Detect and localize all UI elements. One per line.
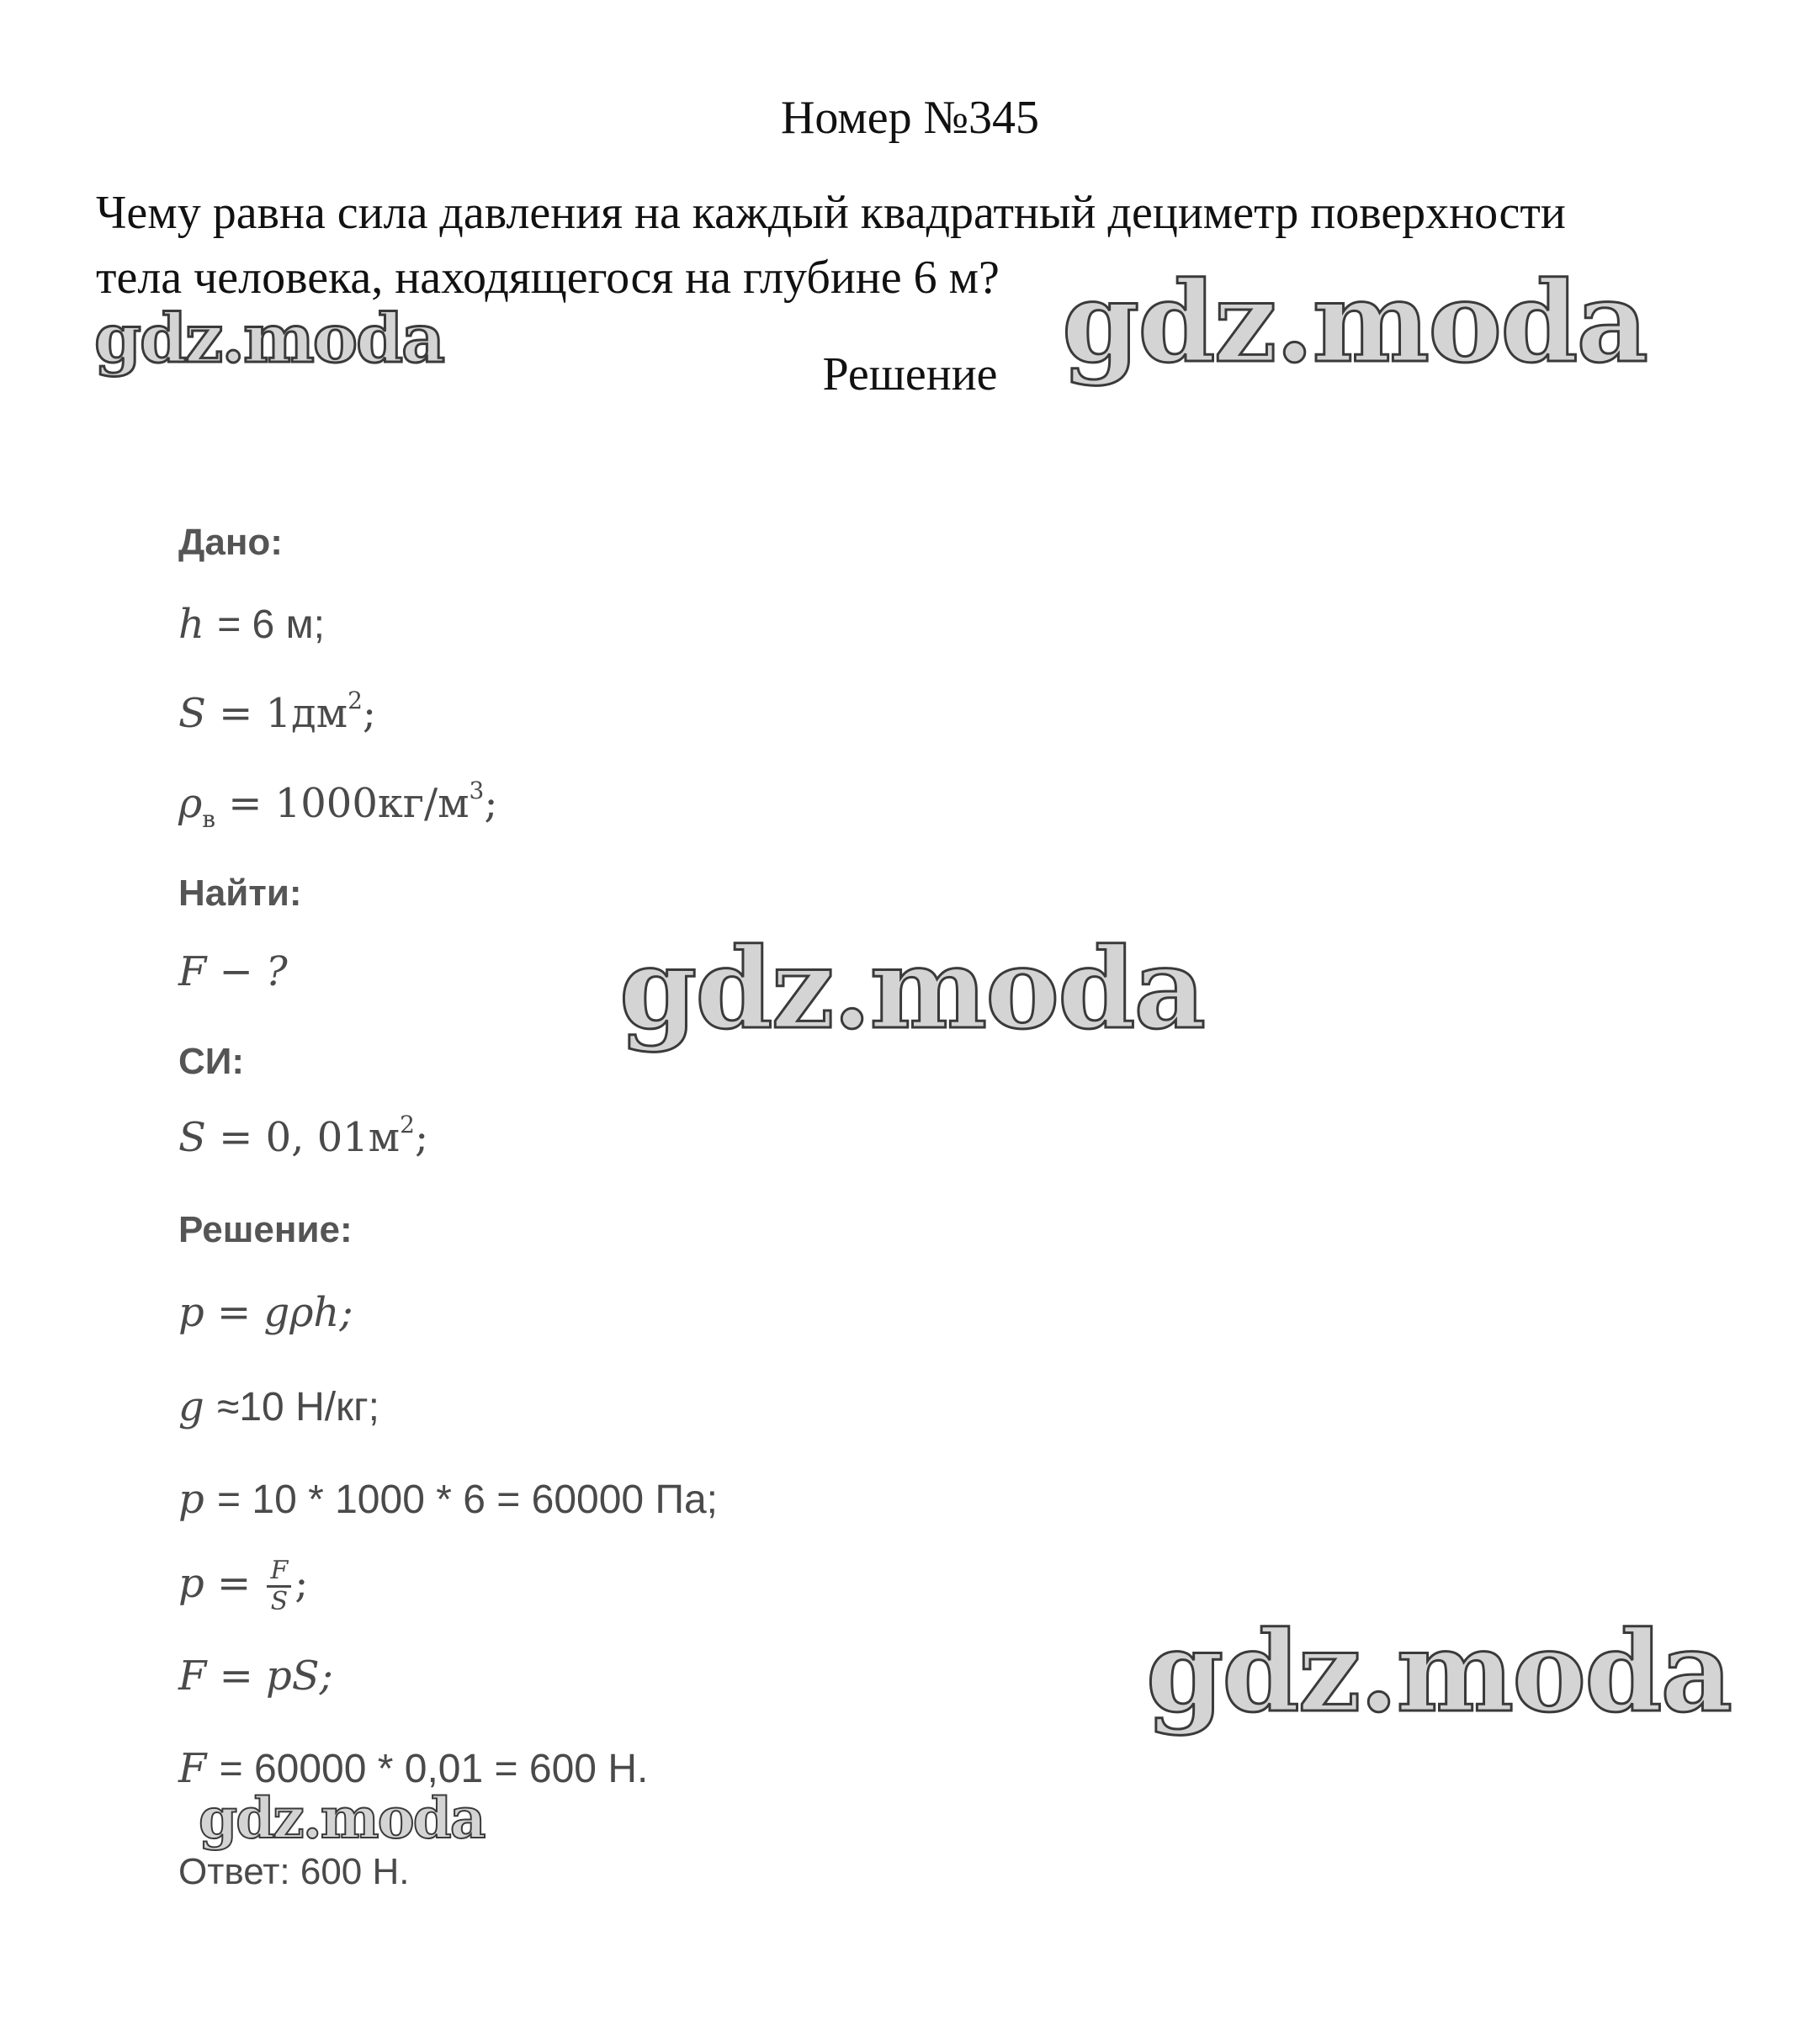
- force-formula: [178, 1651, 333, 1701]
- given-area-exponent: 2: [348, 687, 363, 714]
- density-subscript: в: [202, 805, 215, 833]
- var-s: S: [178, 690, 206, 737]
- given-area-value: = 1дм: [219, 690, 348, 737]
- find-force: F − ?: [178, 948, 288, 995]
- watermark-logo: gdz.moda: [1062, 257, 1648, 388]
- gravity-value-text: ≈10 Н/кг;: [217, 1385, 379, 1430]
- watermark-logo: gdz.moda: [619, 924, 1205, 1054]
- var-h: h: [178, 601, 204, 648]
- problem-line-1: Чему равна сила давления на каждый квадратный дециметр поверхности: [96, 187, 1566, 239]
- pressure-formula-text: p = gρh;: [178, 1289, 353, 1336]
- si-area: S = 0, $01м^2$;: [178, 1111, 429, 1161]
- solution-label: Решение:: [178, 1209, 353, 1250]
- si-label: СИ:: [178, 1041, 245, 1082]
- force-formula-text: F = pS;: [178, 1652, 333, 1700]
- si-area-value: = 0, 01м: [219, 1114, 401, 1161]
- gravity-value: [178, 1382, 379, 1433]
- si-area-exponent: 2: [400, 1111, 415, 1138]
- pressure-calc-text: = 10 * 1000 * 6 = 60000 Па;: [217, 1477, 718, 1522]
- var-g: g: [178, 1383, 204, 1430]
- answer: Ответ: 600 Н.: [178, 1851, 410, 1892]
- given-label: Дано:: [178, 522, 283, 563]
- given-density: $\rho_в = 1000кг/м^3$;: [178, 777, 498, 833]
- fraction-numerator: F: [267, 1557, 291, 1588]
- fraction-denominator: S: [270, 1587, 289, 1616]
- page-title: Номер №345: [780, 92, 1040, 144]
- watermark-logo: gdz.moda: [1146, 1607, 1732, 1737]
- pressure-calc: [178, 1474, 718, 1525]
- var-f: F: [178, 1745, 207, 1792]
- force-calc-text: = 60000 * 0,01 = 600 Н.: [219, 1747, 649, 1791]
- var-p: p: [178, 1476, 204, 1523]
- watermark-logo: gdz.moda: [94, 299, 443, 378]
- solution-heading: Решение: [822, 348, 998, 400]
- given-density-value: = 1000кг/м: [228, 780, 470, 827]
- var-s: S: [178, 1114, 206, 1161]
- find-value: [178, 947, 288, 997]
- given-area: $S = 1дм^2$;: [178, 687, 377, 737]
- fraction: [267, 1557, 291, 1616]
- problem-line-2: тела человека, находящегося на глубине 6 м?: [96, 252, 1000, 304]
- find-label: Найти:: [178, 873, 302, 914]
- pressure-fraction: p = $\frac{F}{S}$ ;: [178, 1556, 309, 1616]
- given-density-exponent: 3: [469, 777, 485, 804]
- given-depth-value: = 6 м;: [217, 602, 325, 647]
- pressure-formula: [178, 1287, 353, 1338]
- var-p: p: [178, 1560, 204, 1607]
- given-depth: [178, 599, 325, 650]
- var-rho: ρ: [178, 780, 203, 827]
- force-calc: [178, 1743, 648, 1795]
- watermark-logo: gdz.moda: [199, 1785, 485, 1851]
